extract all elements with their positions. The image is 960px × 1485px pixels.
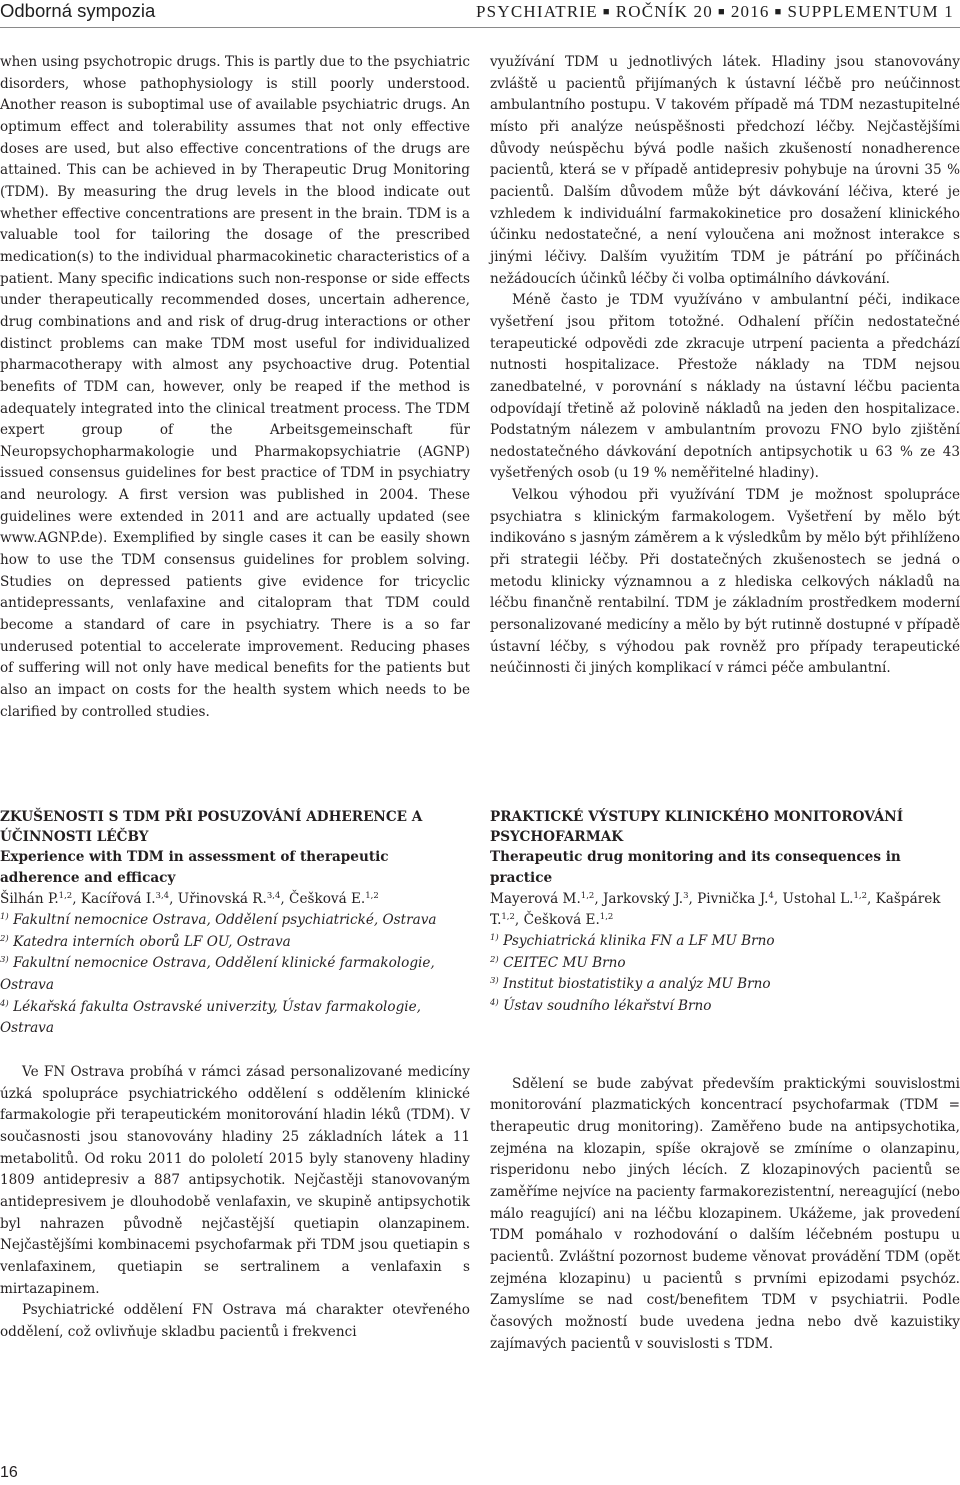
- body-paragraph: Psychiatrické oddělení FN Ostrava má charakter otevřeného oddělení, což ovlivňuje skladbu pacientů i frekvenci: [0, 1302, 470, 1340]
- running-header: [0, 0, 960, 28]
- author: Ustohal L.$^{1,2}$,: [782, 891, 876, 907]
- body-paragraph: využívání TDM u jednotlivých látek. Hladiny jsou stanovovány zvláště u pacientů přijímaných k ústavní léčbě pro neúčinnost ambulantního postupu. V takovém případě má TDM nezastupitelné místo při analýze neúspěšnosti předchozí léčby. Nejčastějšími důvody neúspěchu bývá podle našich zkušeností nonadherence pacientů, která se v případě antidepresiv pohybuje na úrovni 35 % pacientů. Dalším důvodem může být dávkování léčiva, které je vzhledem k individuální farmakokinetice pro dosažení klinického účinku nedostatečné, a není vyloučena ani možnost interakce s jinými léčivy. Dalším využitím TDM je pátrání po příčinách nežádoucích účinků léčby či volba optimálního dávkování.: [490, 54, 960, 287]
- abstract-title: ZKUŠENOSTI S TDM PŘI POSUZOVÁNÍ ADHERENCE A ÚČINNOSTI LÉČBY: [0, 809, 423, 845]
- author: Mayerová M.$^{1,2}$,: [490, 891, 603, 907]
- affiliation: $^{3)}$ Institut biostatistiky a analýz MU Brno: [490, 976, 771, 993]
- abstract-subtitle: Therapeutic drug monitoring and its consequences in practice: [490, 849, 901, 886]
- author: Kacířová I.$^{3,4}$,: [80, 891, 178, 907]
- author: Kašpárek T.$^{1,2}$,: [490, 891, 941, 928]
- english-abstract-continuation: [0, 52, 470, 723]
- affiliation: $^{2)}$ Katedra interních oborů LF OU, Ostrava: [0, 933, 291, 950]
- affiliation: $^{3)}$ Fakultní nemocnice Ostrava, Oddělení klinické farmakologie, Ostrava: [0, 955, 435, 993]
- abstract-practical: [490, 807, 960, 1355]
- affiliation: $^{1)}$ Fakultní nemocnice Ostrava, Oddělení psychiatrické, Ostrava: [0, 912, 437, 928]
- year: 2016: [730, 2, 770, 21]
- author: Češková E.$^{1,2}$: [523, 912, 614, 928]
- affiliation: $^{4)}$ Ústav soudního lékařství Brno: [490, 997, 712, 1014]
- author-list: [490, 889, 960, 931]
- section-label: Odborná sympozia: [0, 0, 156, 21]
- author: Češková E.$^{1,2}$: [289, 891, 379, 907]
- abstract-title: PRAKTICKÉ VÝSTUPY KLINICKÉHO MONITOROVÁNÍ PSYCHOFARMAK: [490, 809, 904, 845]
- page-number: 16: [0, 1464, 18, 1481]
- affiliation: $^{2)}$ CEITEC MU Brno: [490, 954, 626, 971]
- journal-info: [476, 2, 954, 22]
- czech-abstract-continuation: [490, 52, 960, 680]
- author: Pivnička J.$^4$,: [697, 891, 783, 907]
- separator-icon: ■: [717, 6, 726, 18]
- body-paragraph: Méně často je TDM využíváno v ambulantní péči, indikace vyšetření jsou přitom totožné. Odhalení příčin nedostatečné terapeutické odpovědi zde zkracuje utrpení pacienta a předchází nutnosti hospitalizace. Přestože náklady na TDM nejsou zanedbatelné, v porovnání s náklady na ústavní léčbu pacienta odpovídají třetině až polovině nákladů na jeden den hospitalizace. Podstatným nálezem v ambulantním provozu FNO bylo zjištění nedostatečného dávkování depotních antipsychotik u 63 % ze 43 vyšetřených osob (u 19 % neměřitelné hladiny).: [490, 292, 960, 482]
- body-paragraph: Sdělení se bude zabývat především praktickými souvislostmi monitorování plazmatických koncentrací psychofarmak (TDM = therapeutic drug monitoring). Zaměřeno bude na antipsychotika, zejména na klozapin, spíše okrajově se zmíníme o olanzapinu, risperidonu nebo jiných lécích. Z klozapinových pacientů se zaměříme nejvíce na pacienty farmakorezistentní, nereagující (nebo málo reagující) ani na léčbu klozapinem. Ukážeme, jak provedení TDM pomáhalo v rozhodování o dalším léčebném postupu u pacientů. Zvláštní pozornost budeme věnovat provádění TDM (opět zejména klozapinu) u pacientů s prvními epizodami psychóz. Zamyslíme se nad cost/benefitem TDM v psychiatrii. Podle časových možností bude uvedena jedna nebo dvě kazuistiky zajímavých pacientů v souvislosti s TDM.: [490, 1075, 960, 1352]
- volume: ROČNÍK 20: [615, 2, 713, 21]
- issue: SUPPLEMENTUM 1: [787, 2, 954, 21]
- journal-name: PSYCHIATRIE: [476, 2, 598, 21]
- abstract-subtitle: Experience with TDM in assessment of therapeutic adherence and efficacy: [0, 849, 389, 886]
- abstract-adherence: [0, 807, 470, 1343]
- author-list: [0, 889, 470, 910]
- author: Uřinovská R.$^{3,4}$,: [177, 891, 290, 907]
- affiliation: $^{1)}$ Psychiatrická klinika FN a LF MU Brno: [490, 933, 775, 949]
- body-paragraph: when using psychotropic drugs. This is partly due to the psychiatric disorders, whose pathophysiology is still poorly understood. Another reason is suboptimal use of available psychiatric drugs. An optimum effect and tolerability assumes that not only effective doses are used, but also effective concentrations of the drugs are attained. This can be achieved in by Therapeutic Drug Monitoring (TDM). By measuring the drug levels in the blood indicate out whether effective concentrations are present in the brain. TDM is a valuable tool for tailoring the dosage of the prescribed medication(s) to the individual pharmacokinetic characteristics of a patient. Many specific indications such non-response or side effects under therapeutically recommended doses, uncertain adherence, drug combinations and and risk of drug-drug interactions or other distinct problems can make TDM most useful for individualized pharmacotherapy with almost any psychoactive drug. Potential benefits of TDM can, however, only be reaped if the method is adequately integrated into the clinical treatment process. The TDM expert group of the Arbeitsgemeinschaft für Neuropsychopharmakologie und Pharmakopsychiatrie (AGNP) issued consensus guidelines for best practice of TDM in psychiatry and neurology. A first version was published in 2004. These guidelines were extended in 2011 and are actually updated (see www.AGNP.de). Exemplified by single cases it can be easily shown how to use the TDM consensus guidelines for problem solving. Studies on depressed patients give evidence for tricyclic antidepressants, venlafaxine and citalopram that TDM could become a standard of care in psychiatry. There is a so far underused potential to accelerate improvement. Reducing phases of suffering will not only have medical benefits for the patients but also an impact on costs for the health system which needs to be clarified by controlled studies.: [0, 54, 470, 720]
- separator-icon: ■: [774, 6, 783, 18]
- affiliation: $^{4)}$ Lékařská fakulta Ostravské univerzity, Ústav farmakologie, Ostrava: [0, 998, 421, 1037]
- body-paragraph: Ve FN Ostrava probíhá v rámci zásad personalizované medicíny úzká spolupráce psychiatrického oddělení s oddělením klinické farmakologie při terapeutickém monitorování hladin léků (TDM). V současnosti jsou stanovovány hladiny 25 základních látek a 11 metabolitů. Od roku 2011 do pololetí 2015 byly stanoveny hladiny 1809 antidepresiv a 887 antipsychotik. Nejčastěji stanovovaným antidepresivem je dlouhodobě venlafaxin, ve skupině antipsychotik byl nahrazen původně nejčastější quetiapin olanzapinem. Nejčastějšími kombinacemi psychofarmak při TDM jsou quetiapin s venlafaxinem, quetiapin se sertralinem a venlafaxin s mirtazapinem.: [0, 1063, 470, 1297]
- author: Jarkovský J.$^3$,: [602, 891, 698, 907]
- body-paragraph: Velkou výhodou při využívání TDM je možnost spolupráce psychiatra s klinickým farmakologem. Vyšetření by mělo být indikováno s jasným záměrem a k výsledkům by mělo být přihlíženo při strategii léčby. Při dostatečných zkušenostech se jedná o metodu klinicky významnou a z hlediska celkových nákladů na léčbu finančně rentabilní. TDM je základním prostředkem moderní personalizované medicíny a mělo by být rutinně dostupné v případě ústavní léčby, s výhodou pak rovněž pro případy terapeutické neúčinnosti či jiných komplikací v rámci péče ambulantní.: [490, 487, 960, 677]
- author: Šilhán P.$^{1,2}$,: [0, 891, 81, 907]
- separator-icon: ■: [602, 6, 611, 18]
